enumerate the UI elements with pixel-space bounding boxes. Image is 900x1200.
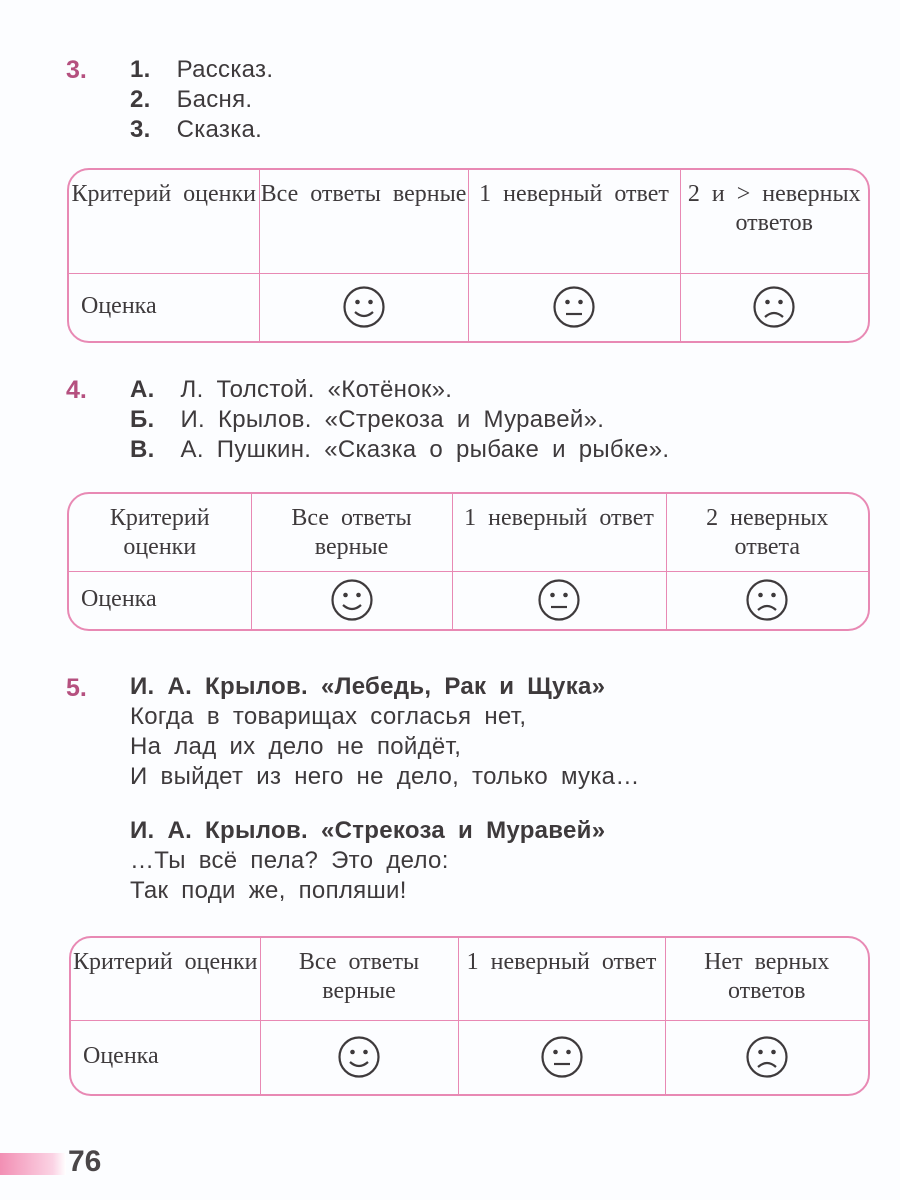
answer-text: Басня. xyxy=(176,86,253,113)
header-cell: Критерий оценки xyxy=(69,170,259,273)
sad-face-icon xyxy=(745,1035,789,1079)
smile-icon xyxy=(330,578,374,622)
task-number: 5. xyxy=(66,674,87,702)
header-cell: Все ответы верные xyxy=(259,170,468,273)
quote-title: И. А. Крылов. «Стрекоза и Муравей» xyxy=(130,817,606,844)
answer-line xyxy=(130,375,669,405)
header-cell: Критерий оценки xyxy=(69,494,251,571)
header-cell: 1 неверный ответ xyxy=(458,938,665,1020)
answer-line xyxy=(130,85,273,115)
neutral-face-icon xyxy=(537,578,581,622)
page-number: 76 xyxy=(68,1145,102,1178)
grading-table xyxy=(69,936,870,1096)
quote-line: На лад их дело не пойдёт, xyxy=(130,733,462,760)
smile-icon xyxy=(337,1035,381,1079)
neutral-face-icon xyxy=(540,1035,584,1079)
header-cell: 1 неверный ответ xyxy=(468,170,680,273)
quote-line: Когда в товарищах согласья нет, xyxy=(130,703,527,730)
answer-line xyxy=(130,405,669,435)
header-cell: 1 неверный ответ xyxy=(452,494,666,571)
sad-face-icon xyxy=(752,285,796,329)
marker: В. xyxy=(130,436,155,463)
header-cell: Критерий оценки xyxy=(71,938,260,1020)
quote-title: И. А. Крылов. «Лебедь, Рак и Щука» xyxy=(130,673,606,700)
row-label: Оценка xyxy=(69,571,251,629)
marker: Б. xyxy=(130,406,155,433)
marker: 3. xyxy=(130,116,151,143)
header-cell: 2 и > неверных ответов xyxy=(680,170,868,273)
marker: 1. xyxy=(130,56,151,83)
quote-line: …Ты всё пела? Это дело: xyxy=(130,847,449,874)
answer-text: Рассказ. xyxy=(176,56,274,83)
row-label: Оценка xyxy=(69,273,259,341)
quote-line: И выйдет из него не дело, только мука… xyxy=(130,763,640,790)
answer-line xyxy=(130,435,669,465)
sad-face-icon xyxy=(745,578,789,622)
smile-icon xyxy=(342,285,386,329)
header-cell: 2 неверных ответа xyxy=(666,494,868,571)
answer-text: И. Крылов. «Стрекоза и Муравей». xyxy=(180,406,605,433)
task-number: 3. xyxy=(66,56,87,84)
header-cell: Все ответы верные xyxy=(251,494,452,571)
task-number: 4. xyxy=(66,376,87,404)
answer-line xyxy=(130,115,273,145)
answer-line xyxy=(130,55,273,85)
quote-line: Так поди же, попляши! xyxy=(130,877,407,904)
marker: А. xyxy=(130,376,155,403)
grading-table xyxy=(67,492,870,631)
answer-text: Л. Толстой. «Котёнок». xyxy=(180,376,453,403)
grading-table xyxy=(67,168,870,343)
marker: 2. xyxy=(130,86,151,113)
answer-list xyxy=(130,375,669,465)
neutral-face-icon xyxy=(552,285,596,329)
answer-text: А. Пушкин. «Сказка о рыбаке и рыбке». xyxy=(180,436,670,463)
row-label: Оценка xyxy=(71,1020,260,1094)
answer-text: Сказка. xyxy=(176,116,263,143)
header-cell: Все ответы верные xyxy=(260,938,458,1020)
answer-list xyxy=(130,55,273,145)
page-number-decoration xyxy=(0,1153,66,1175)
quote-block xyxy=(130,672,640,906)
header-cell: Нет верных ответов xyxy=(665,938,868,1020)
